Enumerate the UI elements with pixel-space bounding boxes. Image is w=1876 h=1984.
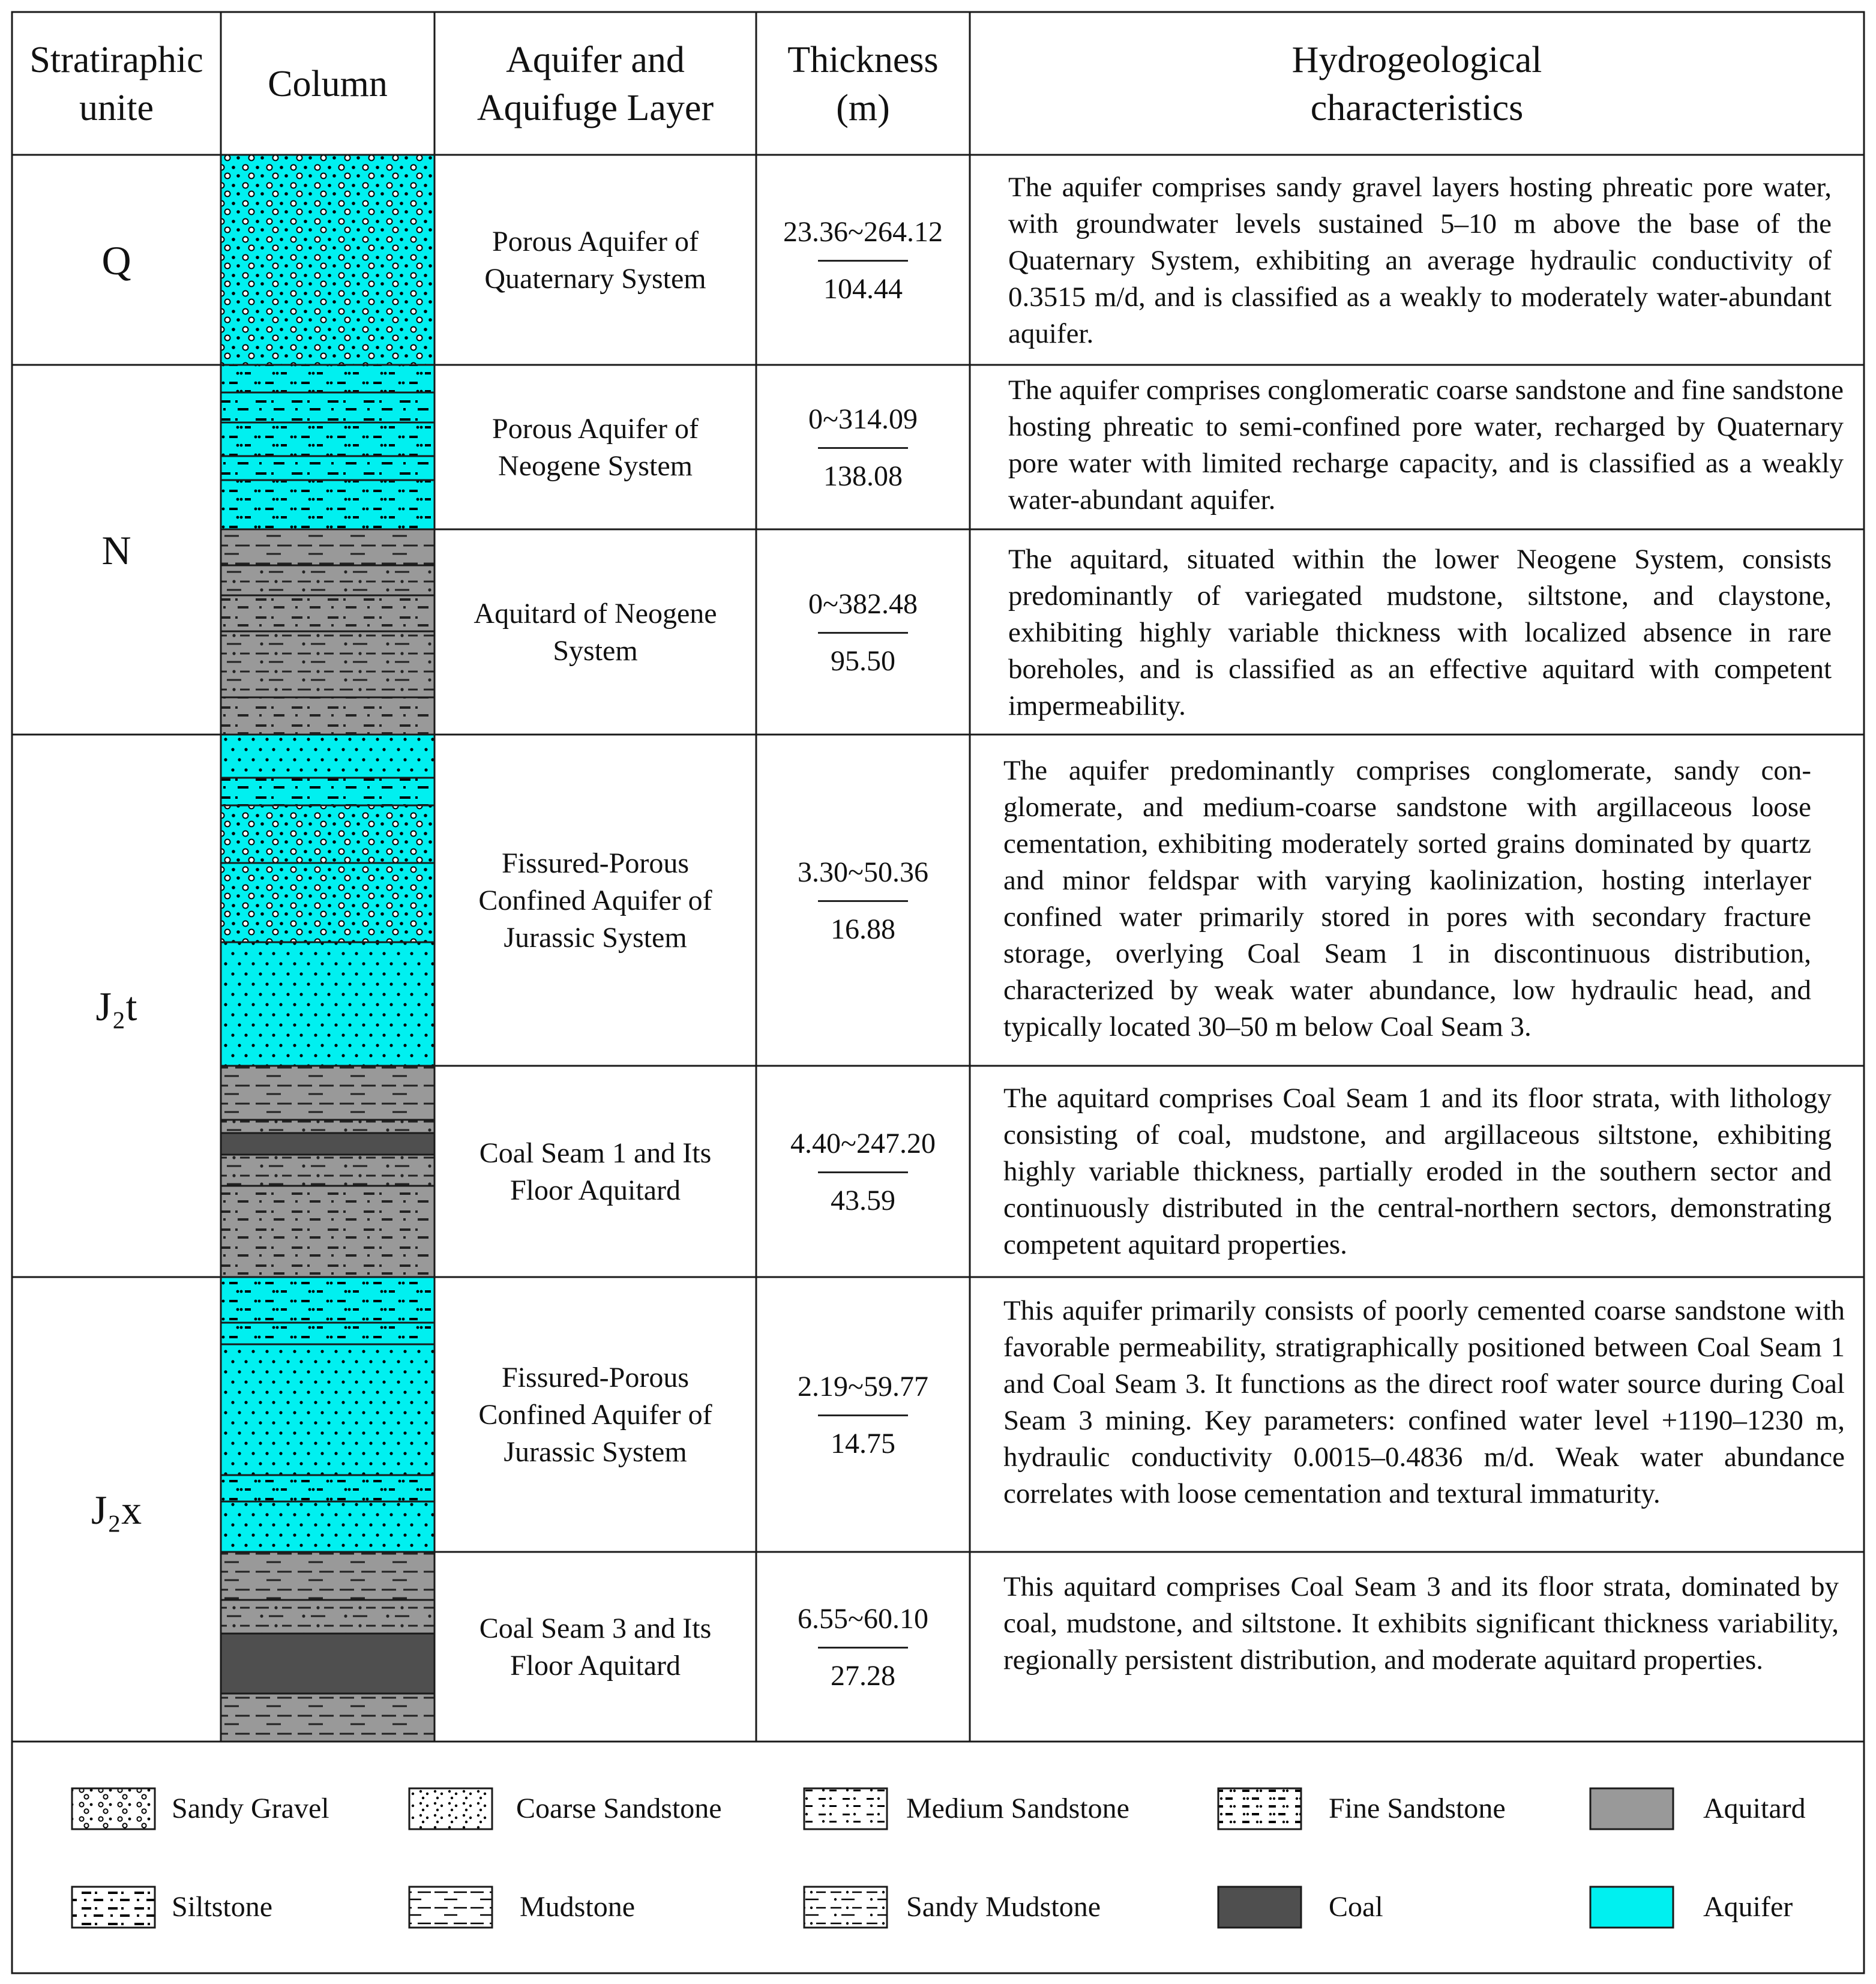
fraction-bar <box>818 632 908 634</box>
thickness-range: 6.55~60.10 <box>798 1602 928 1635</box>
layer-name: Fissured-Porous Confined Aquifer of Jurassic System <box>478 847 712 954</box>
thickness-cell <box>757 531 969 735</box>
unit-symbol-q: Q <box>101 237 131 283</box>
header-stratigraphic-unit: Stratiraphic unite <box>29 40 203 128</box>
legend-swatch-coarse-sandstone <box>409 1788 492 1829</box>
legend-label: Medium Sandstone <box>906 1793 1129 1824</box>
layer-description: The aquifer comprises conglomeratic coarse sandstone and fine sandstone hosting phreatic to semi-confined pore water, recharged by Quaternary pore water with limited recharge capacity, and is classified as a weakly water-abundant aquifer. <box>1008 374 1844 516</box>
thickness-mean: 43.59 <box>831 1184 895 1216</box>
layer-description: This aquitard comprises Coal Seam 3 and its floor strata, dominated by coal, mudstone, and siltstone. It exhibits significant thickness variability, regionally persistent distribution, and moderate aquitard properties. <box>1003 1571 1839 1676</box>
layer-name: Coal Seam 1 and Its Floor Aquitard <box>479 1137 712 1206</box>
layer-name: Aquitard of Neogene System <box>474 598 717 667</box>
fraction-bar <box>818 1171 908 1173</box>
legend-label: Sandy Mudstone <box>906 1891 1101 1923</box>
layer-description: The aquitard, situated within the lower Neogene System, consists predominantly of variegated mudstone, siltstone, and claystone, exhibiting highly variable thickness with localized absence in rare boreholes, and is classified as an effective aquitard with competent impermeability. <box>1008 544 1832 721</box>
unit-symbol-j2x: J₂x <box>91 1486 142 1533</box>
legend-label: Fine Sandstone <box>1329 1793 1506 1824</box>
legend-label: Aquitard <box>1703 1793 1806 1824</box>
thickness-cell <box>757 1067 969 1277</box>
thickness-cell <box>757 156 969 365</box>
legend-label: Siltstone <box>172 1891 273 1923</box>
layer-name: Porous Aquifer of Quaternary System <box>484 226 706 295</box>
thickness-mean: 16.88 <box>831 913 895 945</box>
header-characteristics: Hydrogeological characteristics <box>1291 40 1542 128</box>
fraction-bar <box>818 260 908 262</box>
thickness-mean: 27.28 <box>831 1659 895 1692</box>
layer-description: The aquifer comprises sandy gravel layers hosting phreatic pore water, with groundwater levels sustained 5–10 m above the base of the Quaternary System, exhibiting an average hydraulic conductivity of 0.3515 m/d, and is classified as a weakly to moderately water-abundant aquifer. <box>1008 172 1832 349</box>
stratigraphic-column <box>221 155 434 1742</box>
thickness-range: 3.30~50.36 <box>798 856 928 888</box>
thickness-range: 23.36~264.12 <box>783 215 943 248</box>
legend-label: Sandy Gravel <box>172 1793 329 1824</box>
legend-swatch-coal <box>1218 1887 1301 1928</box>
legend-label: Mudstone <box>520 1891 635 1923</box>
thickness-cell <box>757 1278 969 1552</box>
legend-label: Coal <box>1329 1891 1383 1923</box>
legend-swatch-sandy-mudstone <box>804 1887 887 1928</box>
layer-description: The aquifer predominantly comprises conglomerate, sandy conglomerate, and medium-coarse sandstone with argillaceous loose cementation, exhibiting moderately sorted grains dominated by quartz and minor feldspar with varying kaolinization, hosting interlayer confined water primarily stored in pores with secondary fracture storage, overlying Coal Seam 1 in discontinuous distribution, characterized by weak water abundance, low hydraulic head, and typically located 30–50 m below Coal Seam 3. <box>1003 755 1811 1042</box>
unit-symbol-n: N <box>101 527 131 573</box>
legend-swatch-siltstone <box>72 1887 155 1928</box>
fraction-bar <box>818 1647 908 1649</box>
layer-name: Fissured-Porous Confined Aquifer of Jurassic System <box>478 1362 712 1468</box>
layer-description: This aquifer primarily consists of poorly cemented coarse sandstone with favorable permeability, stratigraphically positioned between Coal Seam 1 and Coal Seam 3. It functions as the direct roof water source during Coal Seam 3 mining. Key parameters: confined water level +1190–1230 m, hydraulic conductivity 0.0015–0.4836 m/d. Weak water abundance correlates with loose cementation and textural immaturity. <box>1003 1295 1845 1509</box>
header-thickness: Thickness (m) <box>787 40 939 128</box>
unit-symbol-j2t: J₂t <box>95 983 137 1029</box>
thickness-cell <box>757 1553 969 1742</box>
header-column: Column <box>268 64 388 104</box>
fraction-bar <box>818 1414 908 1416</box>
thickness-range: 4.40~247.20 <box>790 1127 936 1159</box>
thickness-range: 0~314.09 <box>808 403 918 435</box>
fraction-bar <box>818 900 908 902</box>
thickness-mean: 14.75 <box>831 1427 895 1459</box>
legend-swatch-medium-sandstone <box>804 1788 887 1829</box>
thickness-mean: 104.44 <box>823 272 903 305</box>
layer-name: Coal Seam 3 and Its Floor Aquitard <box>479 1613 712 1682</box>
legend-swatch-aquitard <box>1590 1788 1673 1829</box>
thickness-cell <box>757 366 969 529</box>
thickness-mean: 138.08 <box>823 460 903 492</box>
thickness-mean: 95.50 <box>831 645 895 677</box>
legend-label: Aquifer <box>1703 1891 1793 1923</box>
thickness-range: 2.19~59.77 <box>798 1370 928 1402</box>
legend-swatch-aquifer <box>1590 1887 1673 1928</box>
header-layer: Aquifer and Aquifuge Layer <box>477 40 714 128</box>
layer-description: The aquitard comprises Coal Seam 1 and its floor strata, with lithology consisting of coal, mudstone, and argillaceous siltstone, exhibiting highly variable thickness, partially eroded in the southern sector and continuously distributed in the central-northern sectors, demonstrating competent aquitard properties. <box>1003 1083 1832 1260</box>
legend-swatch-mudstone <box>409 1887 492 1928</box>
thickness-range: 0~382.48 <box>808 588 918 620</box>
fraction-bar <box>818 447 908 449</box>
layer-name: Porous Aquifer of Neogene System <box>492 413 699 482</box>
legend-swatch-fine-sandstone <box>1218 1788 1301 1829</box>
legend-label: Coarse Sandstone <box>516 1793 722 1824</box>
legend-swatch-sandy-gravel <box>72 1788 155 1829</box>
thickness-cell <box>757 736 969 1066</box>
